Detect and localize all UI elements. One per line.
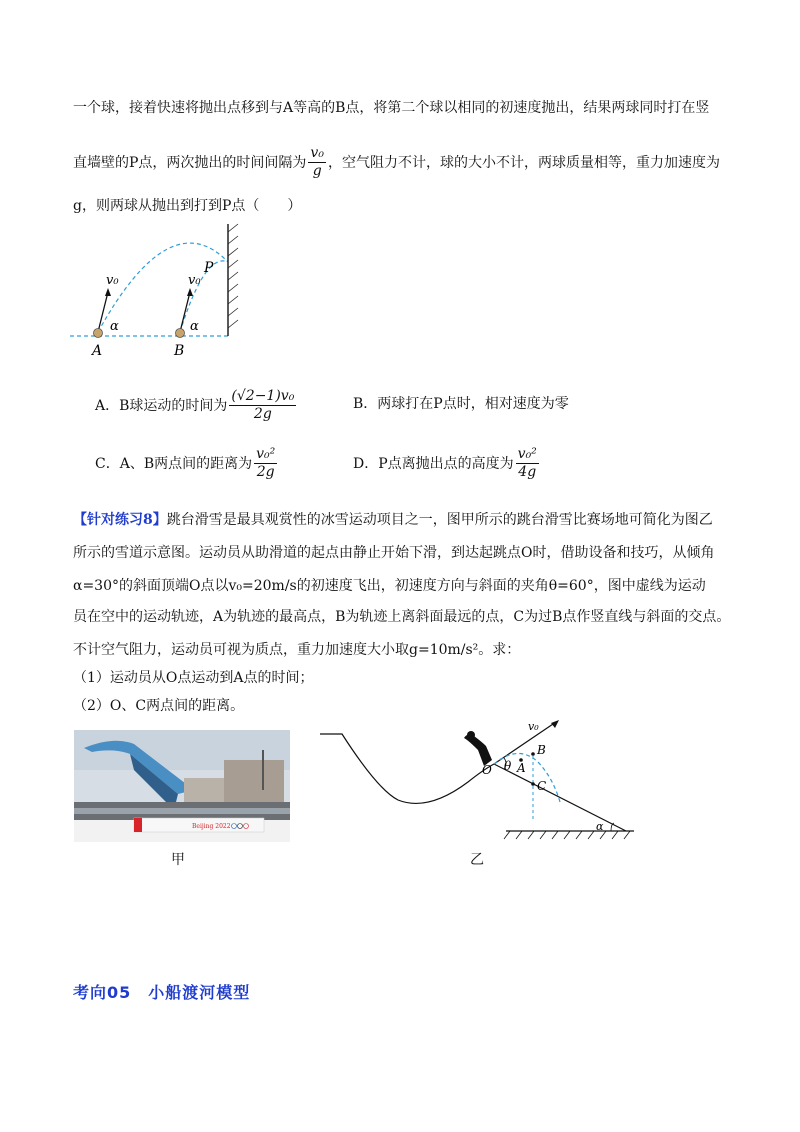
option-D-fraction xyxy=(516,446,539,481)
inrun-track xyxy=(320,734,494,803)
velocity-arrowhead-A xyxy=(105,288,111,296)
ground-hatching xyxy=(504,831,630,839)
section-heading: 考向05 小船渡河模型 xyxy=(73,983,251,1002)
label-O: O xyxy=(482,763,492,777)
point-C xyxy=(531,782,535,786)
interval-fraction xyxy=(308,145,326,180)
option-D-numerator: v₀² xyxy=(517,446,537,462)
problem7-line2 xyxy=(73,145,720,180)
problem8-line4: 员在空中的运动轨迹，A为轨迹的最高点，B为轨迹上离斜面最远的点，C为过B点作竖直线与斜面的交点。 xyxy=(73,609,731,625)
label-alpha-diagram: α xyxy=(596,820,604,833)
problem8-line3: α=30°的斜面顶端O点以v₀=20m/s的初速度飞出，初速度方向与斜面的夹角θ=60°，图中虚线为运动 xyxy=(73,578,706,594)
point-B xyxy=(531,752,535,756)
option-A-numerator: (√2−1)v₀ xyxy=(231,388,295,404)
option-C-text: C．A、B两点间的距离为 xyxy=(95,455,253,472)
option-D-text: D．P点离抛出点的高度为 xyxy=(353,455,514,472)
option-C-denominator: 2g xyxy=(256,464,275,480)
label-alpha-B: α xyxy=(190,319,199,334)
label-B-diagram: B xyxy=(537,743,546,757)
label-alpha-A: α xyxy=(110,319,119,334)
photo-sign: Beijing 2022 xyxy=(192,823,231,830)
question-2: （2）O、C两点间的距离。 xyxy=(73,698,245,714)
problem7-line2-a: 直墙壁的P点，两次抛出的时间间隔为 xyxy=(73,154,307,171)
label-C: C xyxy=(537,779,547,793)
v0-direction xyxy=(494,722,556,764)
velocity-arrow-A xyxy=(98,292,108,332)
problem7-line3: g，则两球从抛出到打到P点（ ） xyxy=(73,198,302,214)
label-A: A xyxy=(92,343,103,359)
interval-fraction-numerator: v₀ xyxy=(310,145,324,161)
velocity-arrow-B xyxy=(180,292,190,332)
velocity-arrowhead-B xyxy=(187,288,193,296)
option-A-denominator: 2g xyxy=(253,406,272,422)
ball-B xyxy=(176,329,185,338)
label-v0-A: v₀ xyxy=(106,273,119,288)
caption-yi: 乙 xyxy=(470,852,484,868)
label-A-diagram: A xyxy=(517,761,526,775)
interval-fraction-denominator: g xyxy=(312,163,322,179)
ball-A xyxy=(94,329,103,338)
option-D-denominator: 4g xyxy=(518,464,537,480)
problem8-line1-text: 跳台滑雪是最具观赏性的冰雪运动项目之一，图甲所示的跳台滑雪比赛场地可简化为图乙 xyxy=(166,512,713,528)
v0-arrowhead xyxy=(551,720,559,728)
label-theta: θ xyxy=(504,759,512,773)
option-C-numerator: v₀² xyxy=(256,446,276,462)
landing-slope xyxy=(494,764,626,831)
problem7-line2-b: ，空气阻力不计，球的大小不计，两球质量相等，重力加速度为 xyxy=(327,154,720,171)
wall-hatching xyxy=(228,224,238,328)
option-C-fraction xyxy=(254,446,277,481)
option-A-text: A．B球运动的时间为 xyxy=(95,397,228,414)
option-C[interactable] xyxy=(95,446,279,481)
caption-jia: 甲 xyxy=(171,852,185,868)
question-1: （1）运动员从O点运动到A点的时间； xyxy=(73,670,314,686)
label-B: B xyxy=(174,343,185,359)
skier-icon xyxy=(464,734,492,766)
problem7-line1: 一个球，接着快速将抛出点移到与A等高的B点，将第二个球以相同的初速度抛出，结果两球同时打在竖 xyxy=(73,100,710,116)
option-D[interactable] xyxy=(353,446,541,481)
option-A-fraction xyxy=(229,388,296,423)
problem8-line1 xyxy=(73,510,713,530)
projectile-wall-figure xyxy=(70,222,250,362)
option-A[interactable] xyxy=(95,388,298,423)
problem8-line2: 所示的雪道示意图。运动员从助滑道的起点由静止开始下滑，到达起跳点O时，借助设备和技巧，从倾角 xyxy=(73,545,715,561)
ski-jump-photo xyxy=(74,730,290,842)
label-P: P xyxy=(204,260,214,276)
label-v0-B: v₀ xyxy=(188,273,201,288)
practice-tag: 【针对练习8】 xyxy=(73,512,167,528)
ski-slope-diagram xyxy=(318,720,634,848)
option-B[interactable]: B．两球打在P点时，相对速度为零 xyxy=(353,396,569,412)
label-v0-diagram: v₀ xyxy=(528,720,539,733)
problem8-line5: 不计空气阻力，运动员可视为质点，重力加速度大小取g=10m/s²。求： xyxy=(73,642,521,658)
